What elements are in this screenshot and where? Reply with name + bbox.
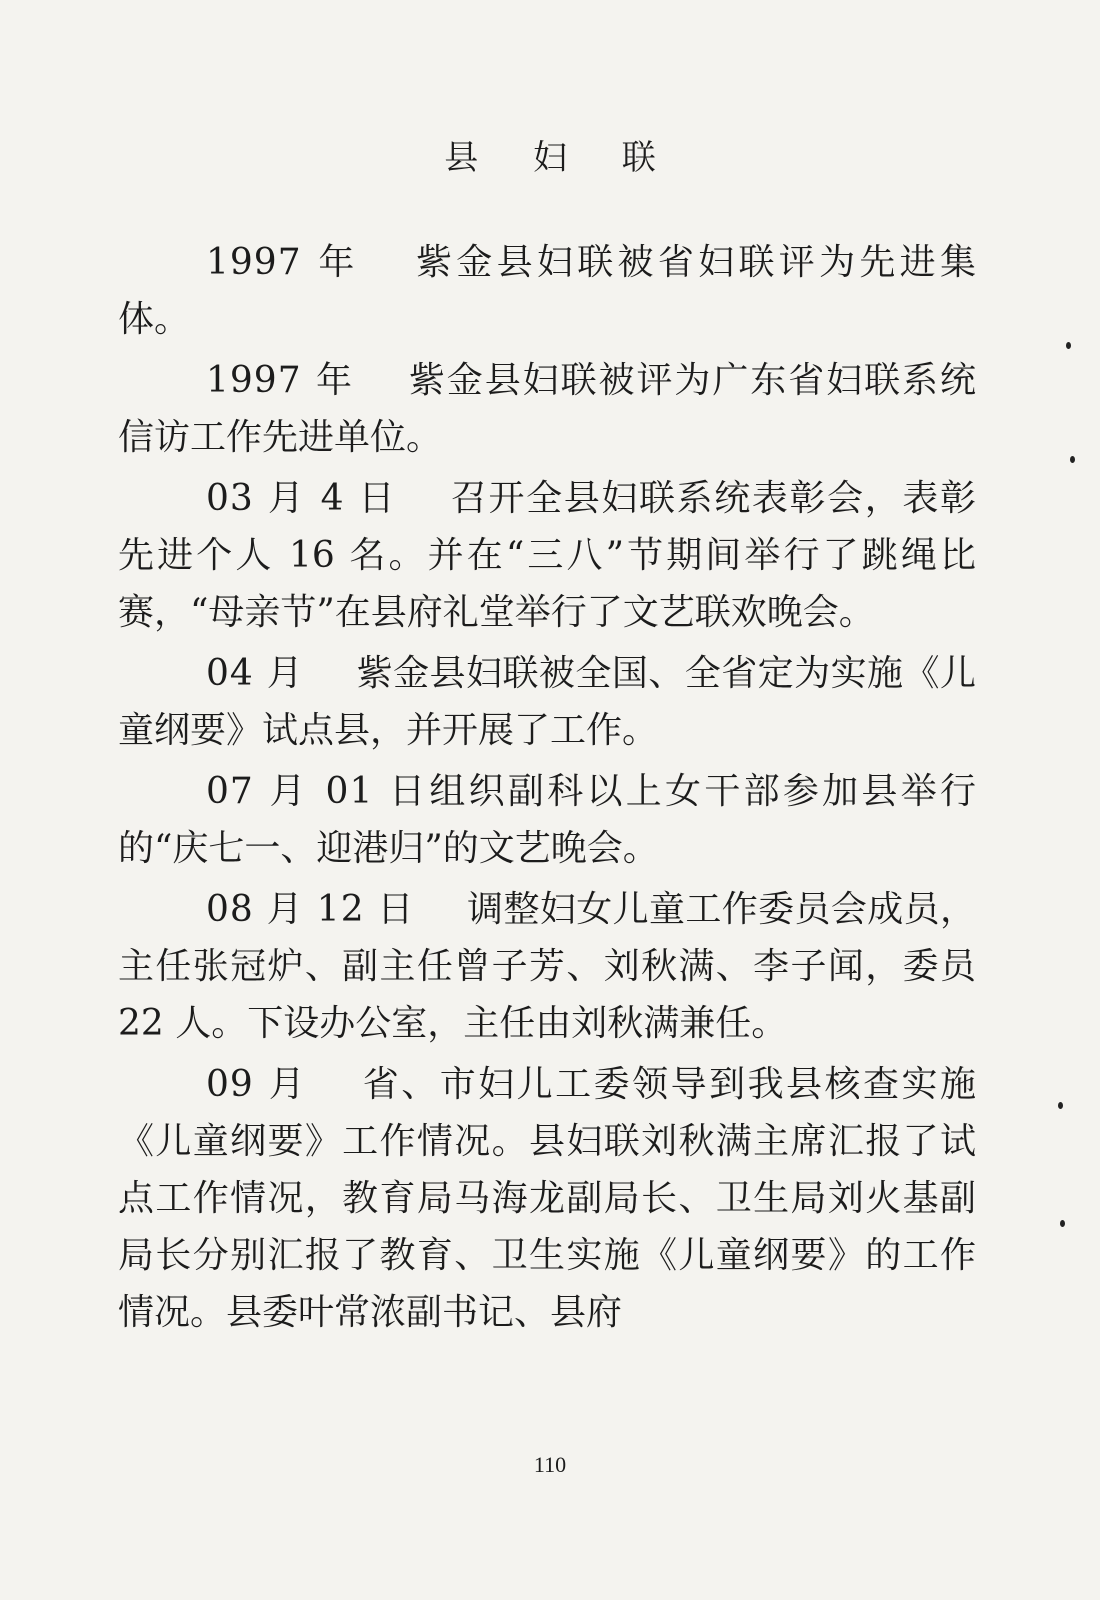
scan-speck: [1060, 1220, 1065, 1227]
scan-speck: [1058, 1102, 1063, 1109]
chronicle-entry: [118, 470, 976, 641]
section-title: 县 妇 联: [444, 138, 678, 178]
chronicle-entry: [118, 234, 976, 348]
entry-text: 紫金县妇联被全国、全省定为实施《儿童纲要》试点县，并开展了工作。: [118, 653, 976, 751]
entry-date: 07 月 01 日: [206, 771, 430, 812]
entry-text: 紫金县妇联被评为广东省妇联系统信访工作先进单位。: [118, 360, 976, 458]
chronicle-entry: [118, 645, 976, 759]
chronicle-entry: [118, 881, 976, 1052]
entry-text: 省、市妇儿工委领导到我县核查实施《儿童纲要》工作情况。县妇联刘秋满主席汇报了试点工作情况，教育局马海龙副局长、卫生局刘火基副局长分别汇报了教育、卫生实施《儿童纲要》的工作情况。县委叶常浓副书记、县府: [118, 1064, 976, 1333]
scan-speck: [1070, 456, 1075, 463]
page-number: 110: [533, 1452, 567, 1477]
scan-speck: [1066, 342, 1071, 349]
body-text: [118, 234, 976, 1345]
entry-date: 1997 年: [206, 242, 360, 283]
chronicle-entry: [118, 352, 976, 466]
entry-date: 03 月 4 日: [206, 478, 398, 519]
chronicle-entry: [118, 1056, 976, 1341]
entry-date: 08 月 12 日: [206, 889, 415, 930]
entry-date: 1997 年: [206, 360, 355, 401]
entry-text: 紫金县妇联被省妇联评为先进集体。: [118, 242, 976, 340]
entry-date: 04 月: [206, 653, 305, 694]
entry-text: 组织副科以上女干部参加县举行的“庆七一、迎港归”的文艺晚会。: [118, 771, 976, 869]
entry-text: 召开全县妇联系统表彰会，表彰先进个人 16 名。并在“三八”节期间举行了跳绳比赛，“母亲节”在县府礼堂举行了文艺联欢晚会。: [118, 478, 976, 633]
entry-date: 09 月: [206, 1064, 309, 1105]
entry-text: 调整妇女儿童工作委员会成员，主任张冠炉、副主任曾子芳、刘秋满、李子闻，委员 22 人。下设办公室，主任由刘秋满兼任。: [118, 889, 976, 1044]
chronicle-entry: [118, 763, 976, 877]
